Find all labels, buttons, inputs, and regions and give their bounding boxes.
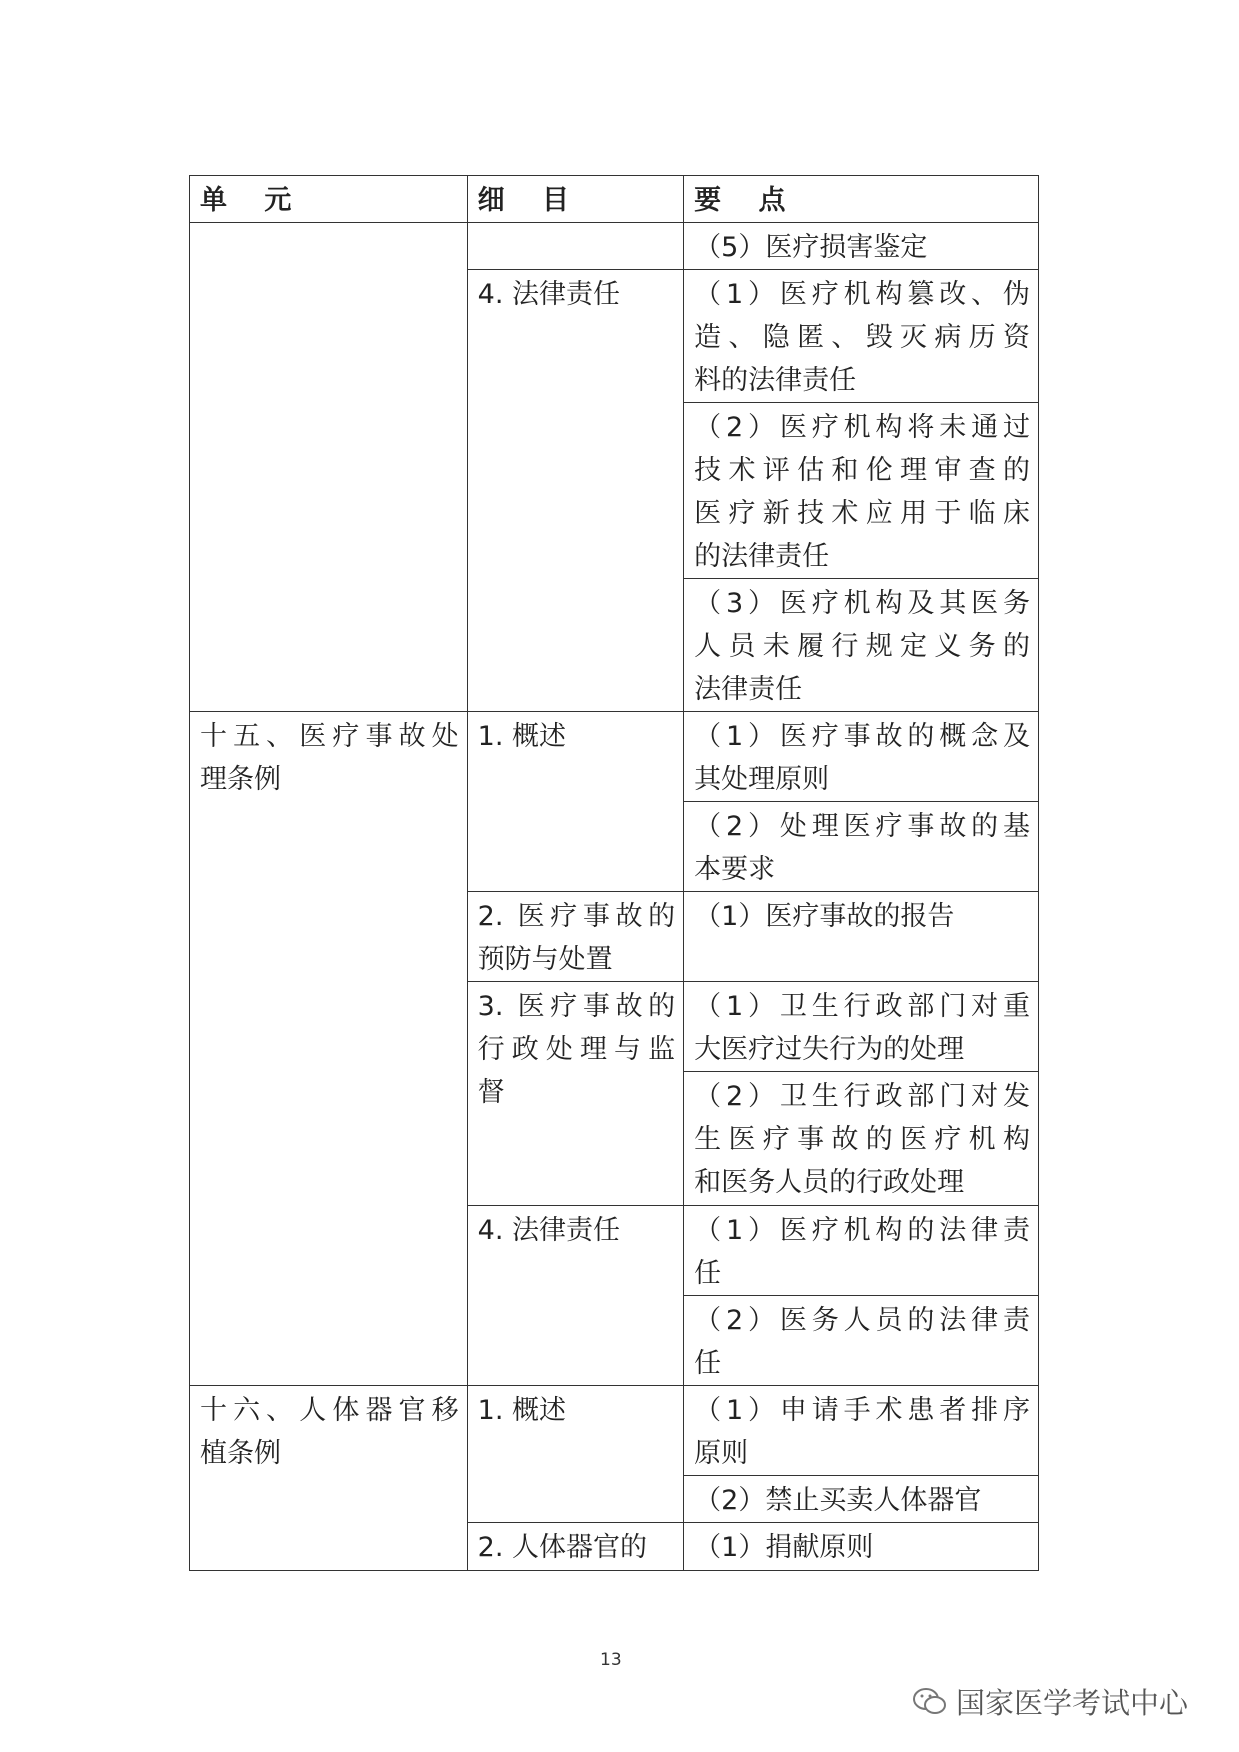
text-line: 1. 概述 [477, 1395, 566, 1426]
text-line: 法律责任 [694, 674, 803, 705]
point-cell [684, 223, 1039, 270]
text-line: 任 [694, 1258, 722, 1289]
text-line: 造、隐匿、毁灭病历资 [694, 322, 1030, 353]
text-line: 其处理原则 [694, 764, 830, 795]
page-number: 13 [600, 1650, 622, 1670]
text-line: 本要求 [694, 854, 776, 885]
point-cell [684, 1206, 1039, 1296]
text-line: （2）处理医疗事故的基 [694, 811, 1030, 842]
header-item: 细 目 [467, 176, 684, 223]
text-line: 医疗新技术应用于临床 [694, 498, 1030, 529]
text-line: （2）医务人员的法律责 [694, 1305, 1030, 1336]
text-line: 2. 人体器官的 [477, 1532, 647, 1563]
text-line: （2）禁止买卖人体器官 [694, 1485, 982, 1516]
text-line: （5）医疗损害鉴定 [694, 232, 928, 263]
item-cell [467, 892, 684, 982]
text-line: 督 [477, 1077, 505, 1108]
header-unit: 单 元 [190, 176, 468, 223]
point-cell [684, 1072, 1039, 1206]
table-row [190, 712, 1039, 802]
item-cell [467, 1386, 684, 1523]
point-cell [684, 1523, 1039, 1571]
watermark-text: 国家医学考试中心 [956, 1686, 1189, 1720]
text-line: 理条例 [200, 764, 281, 795]
text-line: 和医务人员的行政处理 [694, 1167, 965, 1198]
header-points: 要 点 [684, 176, 1039, 223]
text-line: 技术评估和伦理审查的 [694, 455, 1030, 486]
item-cell [467, 712, 684, 892]
text-line: 任 [694, 1348, 722, 1379]
text-line: 生医疗事故的医疗机构 [694, 1124, 1030, 1155]
point-cell [684, 1476, 1039, 1523]
text-line: 3. 医疗事故的 [477, 991, 676, 1022]
point-cell [684, 403, 1039, 579]
point-cell [684, 892, 1039, 982]
table-row [190, 223, 1039, 270]
text-line: 4. 法律责任 [477, 279, 620, 310]
text-line: 十五、医疗事故处 [200, 721, 459, 752]
text-line: （1）医疗机构的法律责 [694, 1215, 1030, 1246]
text-line: （1）申请手术患者排序 [694, 1395, 1030, 1426]
point-cell [684, 579, 1039, 712]
text-line: 2. 医疗事故的 [477, 901, 676, 932]
text-line: （1）卫生行政部门对重 [694, 991, 1030, 1022]
text-line: 4. 法律责任 [477, 1215, 620, 1246]
item-cell [467, 982, 684, 1206]
item-cell [467, 1206, 684, 1386]
point-cell [684, 802, 1039, 892]
item-cell [467, 270, 684, 712]
text-line: 料的法律责任 [694, 365, 857, 396]
text-line: （1）捐献原则 [694, 1532, 874, 1563]
text-line: （2）卫生行政部门对发 [694, 1081, 1030, 1112]
unit-cell [190, 1386, 468, 1571]
text-line: 大医疗过失行为的处理 [694, 1034, 965, 1065]
point-cell [684, 982, 1039, 1072]
text-line: （1）医疗事故的报告 [694, 901, 955, 932]
text-line: 人员未履行规定义务的 [694, 631, 1030, 662]
text-line: 行政处理与监 [477, 1034, 676, 1065]
point-cell [684, 270, 1039, 403]
text-line: 1. 概述 [477, 721, 566, 752]
text-line: （2）医疗机构将未通过 [694, 412, 1030, 443]
text-line: （1）医疗事故的概念及 [694, 721, 1030, 752]
point-cell [684, 1386, 1039, 1476]
watermark [912, 1681, 1188, 1722]
unit-cell [190, 712, 468, 1386]
text-line: （1）医疗机构篡改、伪 [694, 279, 1030, 310]
table-row [190, 1386, 1039, 1476]
wechat-icon [912, 1687, 948, 1717]
header-row [190, 176, 1039, 223]
unit-cell [190, 223, 468, 712]
text-line: 预防与处置 [477, 944, 613, 975]
syllabus-table [189, 175, 1039, 1571]
text-line: 的法律责任 [694, 541, 830, 572]
point-cell [684, 712, 1039, 802]
text-line: 十六、人体器官移 [200, 1395, 459, 1426]
item-cell [467, 1523, 684, 1571]
text-line: （3）医疗机构及其医务 [694, 588, 1030, 619]
text-line: 植条例 [200, 1438, 281, 1469]
point-cell [684, 1296, 1039, 1386]
item-cell [467, 223, 684, 270]
text-line: 原则 [694, 1438, 749, 1469]
